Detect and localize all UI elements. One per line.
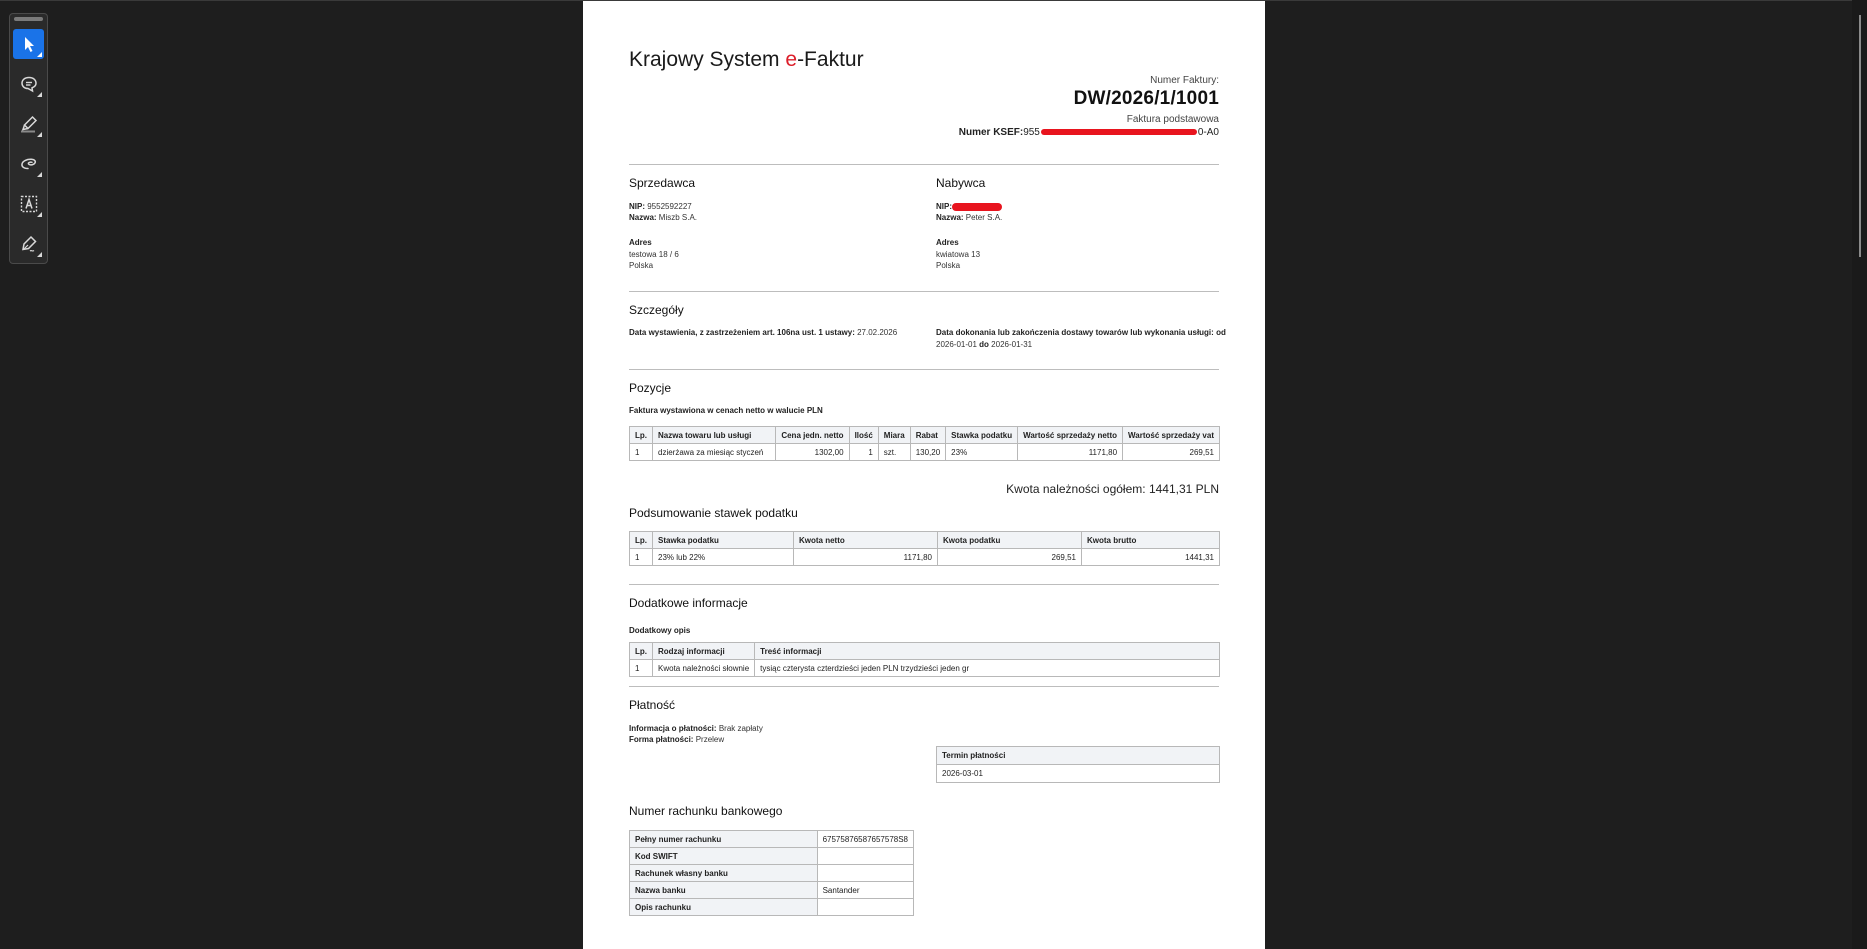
text-box-icon (19, 194, 39, 214)
highlight-tool-button[interactable] (13, 109, 44, 139)
seller-name: Miszb S.A. (658, 213, 698, 222)
seller-info: NIP: 9552592227 Nazwa: Miszb S.A. Adres testowa 18 / 6 Polska (629, 202, 698, 270)
sign-tool-button[interactable] (13, 229, 44, 259)
items-currency-note: Faktura wystawiona w cenach netto w walucie PLN (629, 406, 823, 415)
invoice-header (959, 75, 1219, 138)
annotation-toolbar (9, 13, 48, 264)
buyer-info: NIP: Nazwa: Peter S.A. Adres kwiatowa 13 Polska (936, 202, 1003, 270)
document-page (583, 1, 1265, 949)
additional-description-label: Dodatkowy opis (629, 626, 691, 635)
payment-info: Informacja o płatności: Brak zapłaty Forma płatności: Przelew (629, 724, 763, 744)
redaction-mark (1041, 129, 1197, 135)
bank-name: Santander (817, 882, 913, 899)
tool-options-indicator (37, 252, 42, 257)
invoice-type: Faktura podstawowa (1126, 114, 1219, 125)
seller-street: testowa 18 / 6 (629, 250, 679, 259)
freehand-lasso-icon (19, 154, 39, 174)
payment-due-date: 2026-03-01 (937, 765, 1220, 783)
table-header-row: Lp. Nazwa towaru lub usługi Cena jedn. netto Ilość Miara Rabat Stawka podatku Wartość sprzedaży netto Wartość sprzedaży vat (630, 427, 1220, 444)
table-header-row: Termin płatności (937, 747, 1220, 765)
toolbar-drag-handle[interactable] (14, 17, 43, 21)
ksef-brand-title: Krajowy System e-Faktur (629, 48, 864, 71)
invoice-number-label: Numer Faktury: (1150, 75, 1219, 86)
cursor-arrow-icon (19, 34, 39, 54)
buyer-title: Nabywca (936, 176, 986, 190)
comment-bubble-icon (19, 74, 39, 94)
ksef-number: Numer KSEF:955 0-A0 (958, 127, 1219, 138)
buyer-street: kwiatowa 13 (936, 250, 981, 259)
total-due: Kwota należności ogółem: 1441,31 PLN (1006, 482, 1219, 496)
divider (629, 291, 1219, 292)
table-row: Rachunek własny banku (630, 865, 914, 882)
payment-method: Przelew (695, 735, 725, 744)
signature-pen-icon (19, 234, 39, 254)
divider (629, 164, 1219, 165)
divider (629, 369, 1219, 370)
table-header-row: Lp. Stawka podatku Kwota netto Kwota podatku Kwota brutto (630, 532, 1220, 549)
tax-summary-table (629, 531, 1220, 566)
tool-options-indicator (37, 92, 42, 97)
bank-account-table (629, 830, 914, 916)
table-row: 1 Kwota należności słownie tysiąc czterysta czterdzieści jeden PLN trzydzieści jeden gr (630, 660, 1220, 677)
tool-options-indicator (37, 132, 42, 137)
tax-summary-title: Podsumowanie stawek podatku (629, 506, 798, 520)
issue-date-info: Data wystawienia, z zastrzeżeniem art. 106na ust. 1 ustawy: 27.02.2026 (629, 328, 898, 337)
payment-title: Płatność (629, 698, 676, 712)
table-header-row: Lp. Rodzaj informacji Treść informacji (630, 643, 1220, 660)
comment-tool-button[interactable] (13, 69, 44, 99)
additional-info-table (629, 642, 1220, 677)
redaction-mark (952, 203, 1002, 211)
total-due-value: 1441,31 PLN (1148, 482, 1219, 496)
tool-options-indicator (37, 212, 42, 217)
payment-due-table (936, 746, 1220, 783)
delivery-date-info: Data dokonania lub zakończenia dostawy towarów lub wykonania usługi: od 2026-01-01 do 2026-01-31 (936, 328, 1226, 349)
divider (629, 584, 1219, 585)
account-number: 67575876587657578S8 (817, 831, 913, 848)
table-row: Kod SWIFT (630, 848, 914, 865)
issue-date: 27.02.2026 (857, 328, 898, 337)
table-row: 1 23% lub 22% 1171,80 269,51 1441,31 (630, 549, 1220, 566)
table-row: 1 dzierżawa za miesiąc styczeń 1302,00 1 szt. 130,20 23% 1171,80 269,51 (630, 444, 1220, 461)
bank-account-title: Numer rachunku bankowego (629, 804, 783, 818)
select-tool-button[interactable] (13, 29, 44, 59)
divider (629, 686, 1219, 687)
table-row (937, 765, 1220, 783)
tool-options-indicator (37, 172, 42, 177)
seller-title: Sprzedawca (629, 176, 696, 190)
payment-status: Brak zapłaty (718, 724, 763, 733)
details-title: Szczegóły (629, 303, 684, 317)
items-table (629, 426, 1220, 461)
table-row: Pełny numer rachunku 67575876587657578S8 (630, 831, 914, 848)
table-row: Opis rachunku (630, 899, 914, 916)
seller-country: Polska (629, 261, 654, 270)
draw-tool-button[interactable] (13, 149, 44, 179)
buyer-country: Polska (936, 261, 961, 270)
highlighter-pen-icon (19, 114, 39, 134)
table-row: Nazwa banku Santander (630, 882, 914, 899)
text-box-tool-button[interactable] (13, 189, 44, 219)
items-title: Pozycje (629, 381, 672, 395)
tool-options-indicator (37, 52, 42, 57)
invoice-number: DW/2026/1/1001 (1073, 88, 1219, 109)
additional-info-title: Dodatkowe informacje (629, 596, 748, 610)
seller-nip: 9552592227 (647, 202, 692, 211)
scrollbar-thumb[interactable] (1859, 15, 1861, 257)
buyer-name: Peter S.A. (965, 213, 1003, 222)
